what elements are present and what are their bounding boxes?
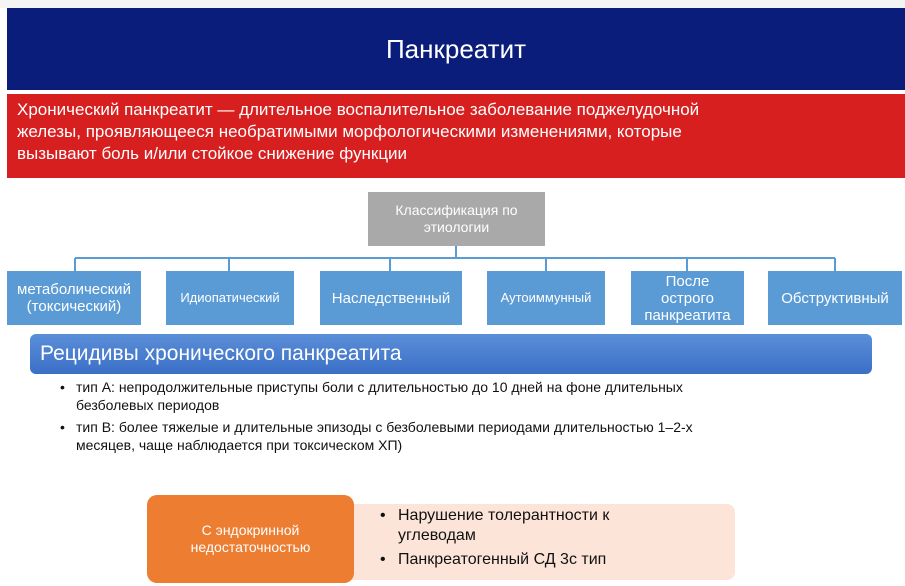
definition-line: вызывают боль и/или стойкое снижение функции: [17, 144, 408, 163]
slide-title: Панкреатит: [385, 33, 527, 64]
list-item: [60, 418, 860, 454]
bullet-icon: •: [60, 379, 65, 395]
list-item: [380, 550, 720, 570]
definition-line: Хронический панкреатит — длительное воспалительное заболевание поджелудочной: [17, 100, 700, 119]
category-label: острого: [661, 289, 714, 307]
category-label: панкреатита: [644, 306, 731, 324]
list-item-line: месяцев, чаще наблюдается при токсическом ХП): [76, 437, 403, 453]
category-label: Наследственный: [331, 289, 451, 307]
definition-line: железы, проявляющееся необратимыми морфологическими изменениями, которые: [17, 122, 682, 141]
category-hereditary: [320, 271, 462, 325]
list-item: [380, 506, 720, 546]
category-label: (токсический): [26, 298, 122, 315]
category-post-acute: [631, 271, 744, 325]
endocrine-list: [380, 506, 720, 574]
category-label: Аутоиммунный: [500, 290, 592, 305]
relapses-title-bar: [30, 334, 872, 374]
relapses-title: Рецидивы хронического панкреатита: [40, 342, 402, 365]
classification-root-line: этиологии: [423, 219, 490, 235]
classification-root-line: Классификация по: [395, 202, 518, 218]
category-label: Обструктивный: [781, 289, 889, 307]
bullet-icon: •: [380, 551, 386, 568]
list-item-line: тип В: более тяжелые и длительные эпизоды с безболевыми периодами длительностью 1–2-х: [76, 419, 693, 435]
endocrine-title-line: недостаточностью: [190, 539, 311, 555]
list-item: [60, 378, 860, 414]
category-label: Идиопатический: [180, 290, 280, 305]
list-item-line: Панкреатогенный СД 3с тип: [398, 551, 607, 568]
category-label: После: [665, 272, 710, 290]
category-label: метаболический: [17, 281, 131, 298]
list-item-line: Нарушение толерантности к: [398, 507, 610, 524]
list-item-line: тип А: непродолжительные приступы боли с длительностью до 10 дней на фоне длительных: [76, 379, 683, 395]
bullet-icon: •: [380, 507, 386, 524]
endocrine-insufficiency-box: [147, 495, 354, 583]
relapses-list: [60, 378, 860, 458]
category-autoimmune: [487, 271, 605, 325]
bullet-icon: •: [60, 419, 65, 435]
category-obstructive: [768, 271, 902, 325]
classification-root: [368, 192, 545, 246]
list-item-line: углеводам: [398, 527, 476, 544]
category-metabolic: [7, 271, 141, 325]
category-idiopathic: [166, 271, 294, 325]
endocrine-title-line: С эндокринной: [201, 522, 300, 538]
list-item-line: безболевых периодов: [76, 397, 220, 413]
